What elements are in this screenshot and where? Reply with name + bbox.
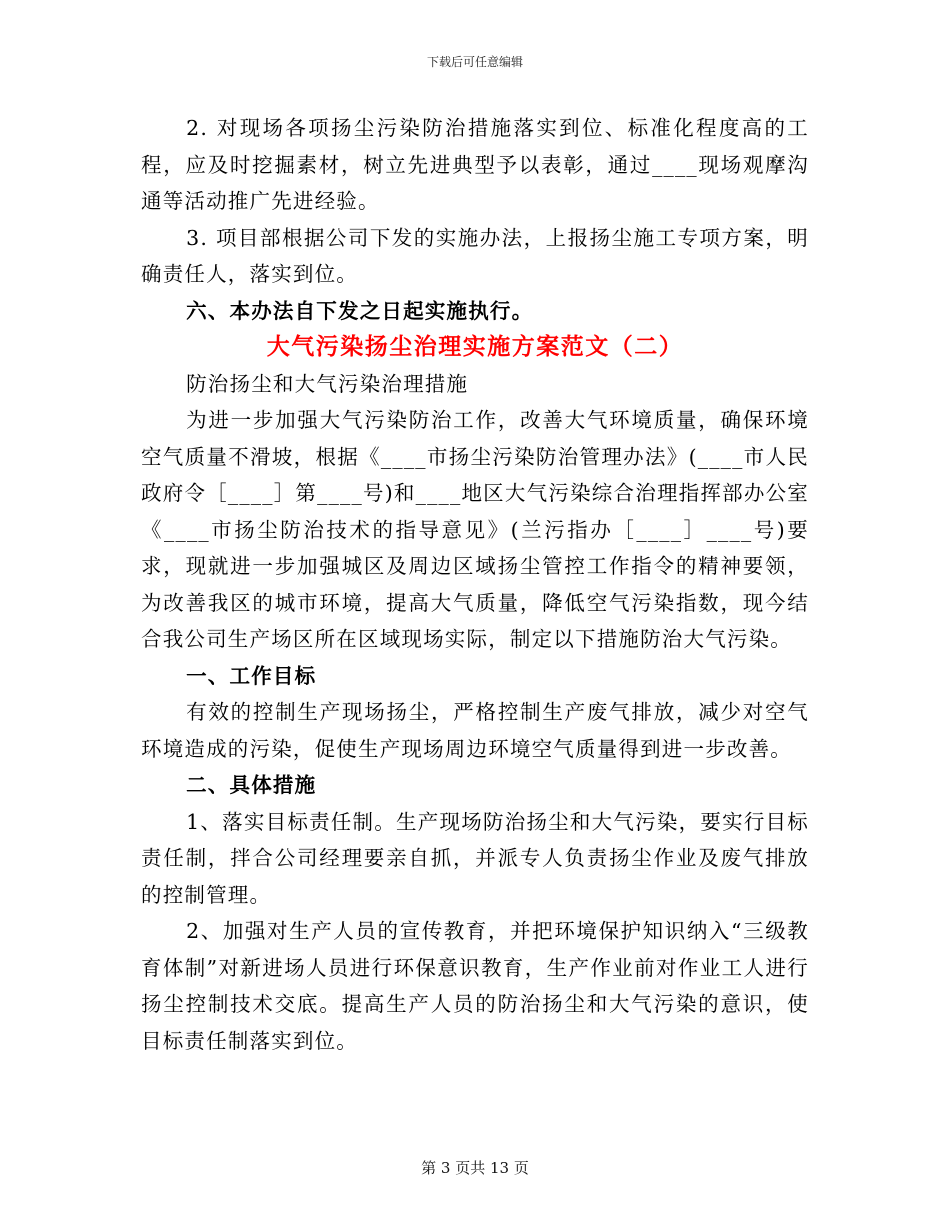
- page-footer: 第 3 页共 13 页: [421, 1159, 529, 1177]
- section-heading-goals: 一、工作目标: [186, 663, 317, 688]
- measure-paragraph-1: 1、落实目标责任制。生产现场防治扬尘和大气污染，要实行目标责任制，拌合公司经理要亲自抓，并派专人负责扬尘作业及废气排放的控制管理。: [141, 809, 809, 907]
- paragraph-item-2: 2. 对现场各项扬尘污染防治措施落实到位、标准化程度高的工程，应及时挖掘素材，树立先进典型予以表彰，通过____现场观摩沟通等活动推广先进经验。: [141, 116, 809, 213]
- document-title: 大气污染扬尘治理实施方案范文（二）: [266, 333, 684, 360]
- intro-paragraph: 为进一步加强大气污染防治工作，改善大气环境质量，确保环境空气质量不滑坡，根据《____市扬尘污染防治管理办法》(____市人民政府令［____］第____号)和____地区大气污染综合治理指挥部办公室《____市扬尘防治技术的指导意见》(兰污指办［____］____号)要求，现就进一步加强城区及周边区域扬尘管控工作指令的精神要领，为改善我区的城市环境，提高大气质量，降低空气污染指数，现今结合我公司生产场区所在区域现场实际，制定以下措施防治大气污染。: [141, 408, 809, 651]
- measure-paragraph-2: 2、加强对生产人员的宣传教育，并把环境保护知识纳入“三级教育体制”对新进场人员进行环保意识教育，生产作业前对作业工人进行扬尘控制技术交底。提高生产人员的防治扬尘和大气污染的意识，使目标责任制落实到位。: [141, 919, 809, 1053]
- page-header: 下载后可任意编辑: [426, 55, 523, 69]
- goals-paragraph: 有效的控制生产现场扬尘，严格控制生产废气排放，减少对空气环境造成的污染，促使生产现场周边环境空气质量得到进一步改善。: [141, 700, 809, 761]
- document-subtitle: 防治扬尘和大气污染治理措施: [186, 371, 469, 396]
- paragraph-item-3: 3. 项目部根据公司下发的实施办法，上报扬尘施工专项方案，明确责任人，落实到位。: [141, 225, 809, 286]
- section-six-heading: 六、本办法自下发之日起实施执行。: [186, 298, 534, 323]
- document-body: [141, 110, 809, 1059]
- section-heading-measures: 二、具体措施: [186, 773, 317, 797]
